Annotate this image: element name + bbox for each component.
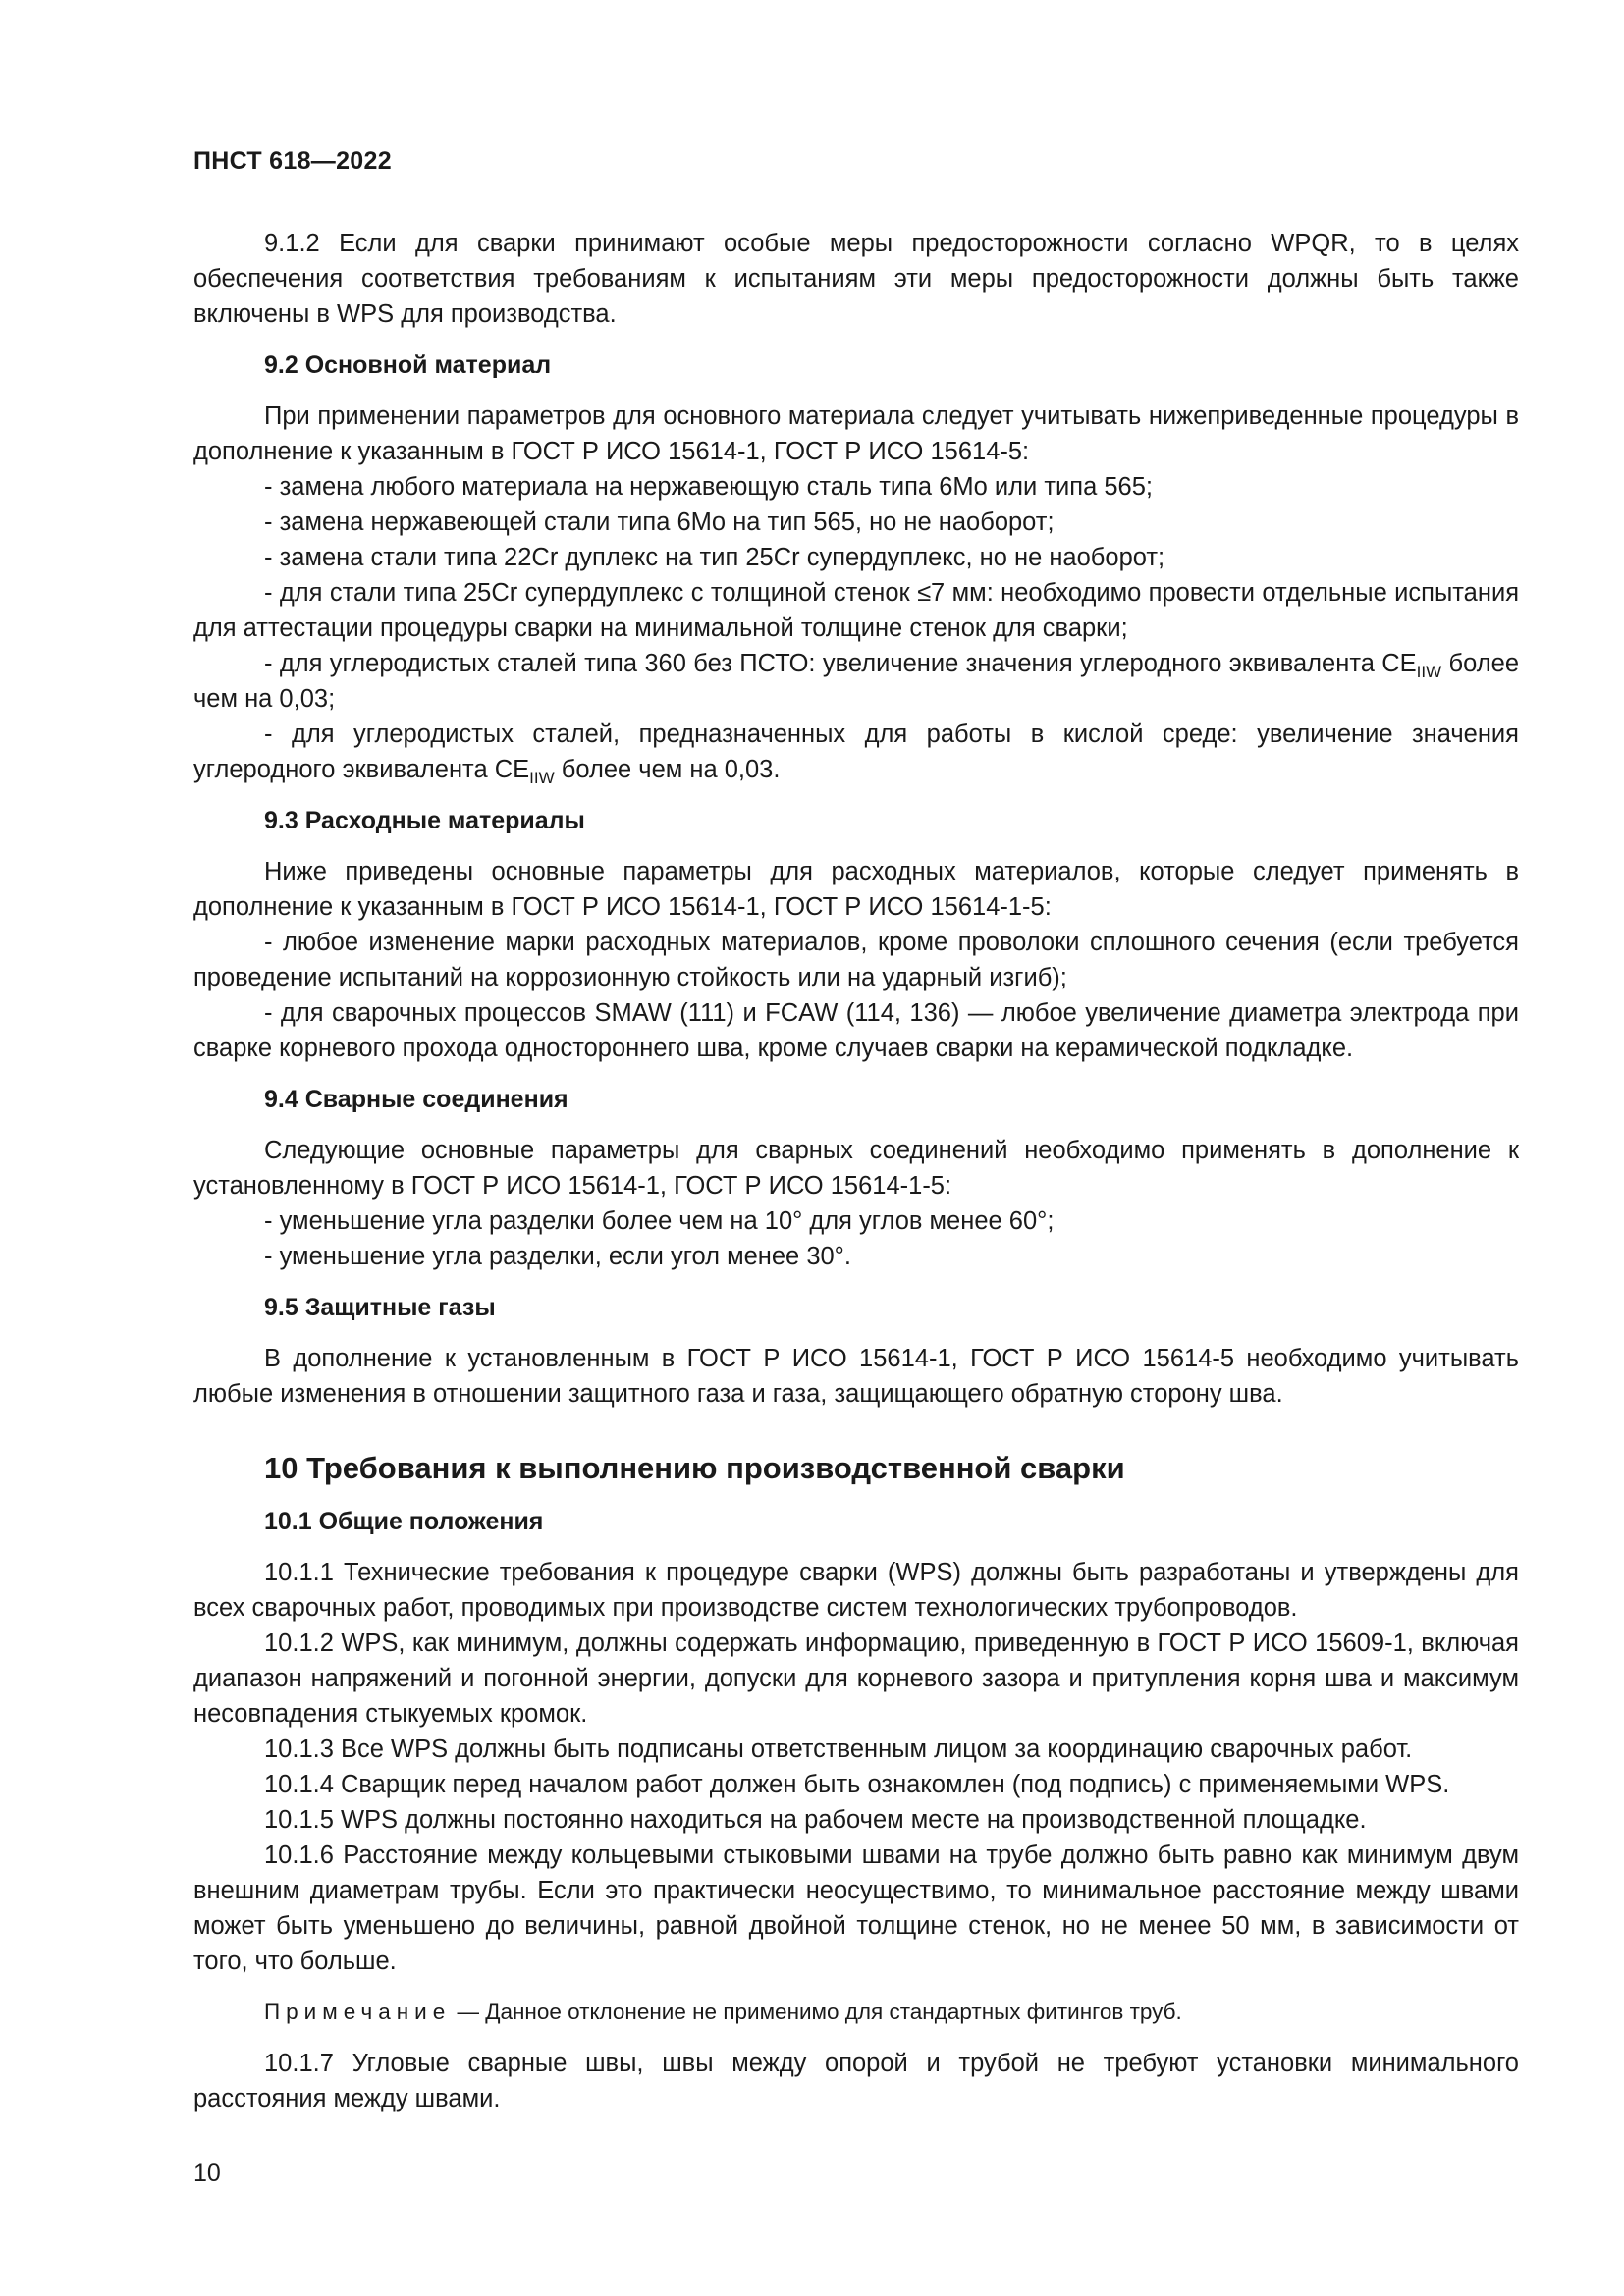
list-item-text: - для углеродистых сталей, предназначенных для работы в кислой среде: увеличение значения углеродного эквивалента CE xyxy=(193,721,1519,783)
paragraph-10-1-2: 10.1.2 WPS, как минимум, должны содержать информацию, приведенную в ГОСТ Р ИСО 15609-1, включая диапазон напряжений и погонной энергии, допуски для корневого зазора и притупления корня шва и максимум несовпадения стыкуемых кромок. xyxy=(193,1629,1519,1728)
heading-9-2: 9.2 Основной материал xyxy=(264,351,552,379)
paragraph-9-1-2: 9.1.2 Если для сварки принимают особые меры предосторожности согласно WPQR, то в целях обеспечения соответствия требованиям к испытаниям эти меры предосторожности должны быть также включены в WPS для производства. xyxy=(193,230,1519,328)
document-header: ПНСТ 618—2022 xyxy=(193,147,392,175)
heading-9-5: 9.5 Защитные газы xyxy=(264,1294,496,1321)
paragraph-10-1-4: 10.1.4 Сварщик перед началом работ должен быть ознакомлен (под подпись) с применяемыми WPS. xyxy=(264,1771,1450,1798)
subscript-iiw: IIW xyxy=(529,769,555,787)
paragraph-10-1-5: 10.1.5 WPS должны постоянно находиться на рабочем месте на производственной площадке. xyxy=(264,1806,1367,1834)
heading-9-4: 9.4 Сварные соединения xyxy=(264,1086,568,1113)
note-text: — Данное отклонение не применимо для стандартных фитингов труб. xyxy=(451,2000,1182,2024)
list-item: - уменьшение угла разделки более чем на 10° для углов менее 60°; xyxy=(264,1207,1055,1235)
paragraph-10-1-6: 10.1.6 Расстояние между кольцевыми стыковыми швами на трубе должно быть равно как минимум двум внешним диаметрам трубы. Если это практически неосуществимо, то минимальное расстояние между швами может быть уменьшено до величины, равной двойной толщине стенок, но не менее 50 мм, в зависимости от того, что больше. xyxy=(193,1842,1519,1975)
list-item: - замена стали типа 22Cr дуплекс на тип 25Cr супердуплекс, но не наоборот; xyxy=(264,544,1165,571)
list-item: - замена любого материала на нержавеющую сталь типа 6Mo или типа 565; xyxy=(264,473,1153,501)
heading-10-1: 10.1 Общие положения xyxy=(264,1508,544,1535)
list-item xyxy=(193,717,1519,787)
paragraph-9-2-intro: При применении параметров для основного материала следует учитывать нижеприведенные процедуры в дополнение к указанным в ГОСТ Р ИСО 15614-1, ГОСТ Р ИСО 15614-5: xyxy=(193,402,1519,465)
list-item: - для стали типа 25Cr супердуплекс с толщиной стенок ≤7 мм: необходимо провести отдельные испытания для аттестации процедуры сварки на минимальной толщине стенок для сварки; xyxy=(193,579,1519,642)
paragraph-9-5: В дополнение к установленным в ГОСТ Р ИСО 15614-1, ГОСТ Р ИСО 15614-5 необходимо учитывать любые изменения в отношении защитного газа и газа, защищающего обратную сторону шва. xyxy=(193,1345,1519,1408)
note xyxy=(193,1995,1519,2030)
note-label: Примечание xyxy=(264,2000,452,2024)
list-item-text: - для углеродистых сталей типа 360 без ПСТО: увеличение значения углеродного эквивалента CE xyxy=(264,650,1417,677)
paragraph-9-3-intro: Ниже приведены основные параметры для расходных материалов, которые следует применять в дополнение к указанным в ГОСТ Р ИСО 15614-1, ГОСТ Р ИСО 15614-1-5: xyxy=(193,858,1519,921)
heading-9-3: 9.3 Расходные материалы xyxy=(264,807,585,834)
list-item xyxy=(193,646,1519,717)
page-number: 10 xyxy=(193,2160,221,2187)
document-body xyxy=(193,226,1519,2116)
list-item: - уменьшение угла разделки, если угол менее 30°. xyxy=(264,1243,851,1270)
list-item-text: более чем на 0,03; xyxy=(193,650,1519,713)
list-item: - любое изменение марки расходных материалов, кроме проволоки сплошного сечения (если требуется проведение испытаний на коррозионную стойкость или на ударный изгиб); xyxy=(193,929,1519,991)
paragraph-10-1-1: 10.1.1 Технические требования к процедуре сварки (WPS) должны быть разработаны и утверждены для всех сварочных работ, проводимых при производстве систем технологических трубопроводов. xyxy=(193,1559,1519,1622)
list-item-text: более чем на 0,03. xyxy=(554,756,781,783)
subscript-iiw: IIW xyxy=(1416,663,1442,681)
list-item: - для сварочных процессов SMAW (111) и FCAW (114, 136) — любое увеличение диаметра электрода при сварке корневого прохода одностороннего шва, кроме случаев сварки на керамической подкладке. xyxy=(193,999,1519,1062)
heading-section-10: 10 Требования к выполнению производственной сварки xyxy=(264,1451,1125,1485)
paragraph-10-1-7: 10.1.7 Угловые сварные швы, швы между опорой и трубой не требуют установки минимального расстояния между швами. xyxy=(193,2050,1519,2112)
list-item: - замена нержавеющей стали типа 6Mo на тип 565, но не наоборот; xyxy=(264,508,1055,536)
paragraph-9-4-intro: Следующие основные параметры для сварных соединений необходимо применять в дополнение к установленному в ГОСТ Р ИСО 15614-1, ГОСТ Р ИСО 15614-1-5: xyxy=(193,1137,1519,1200)
paragraph-10-1-3: 10.1.3 Все WPS должны быть подписаны ответственным лицом за координацию сварочных работ. xyxy=(264,1735,1413,1763)
